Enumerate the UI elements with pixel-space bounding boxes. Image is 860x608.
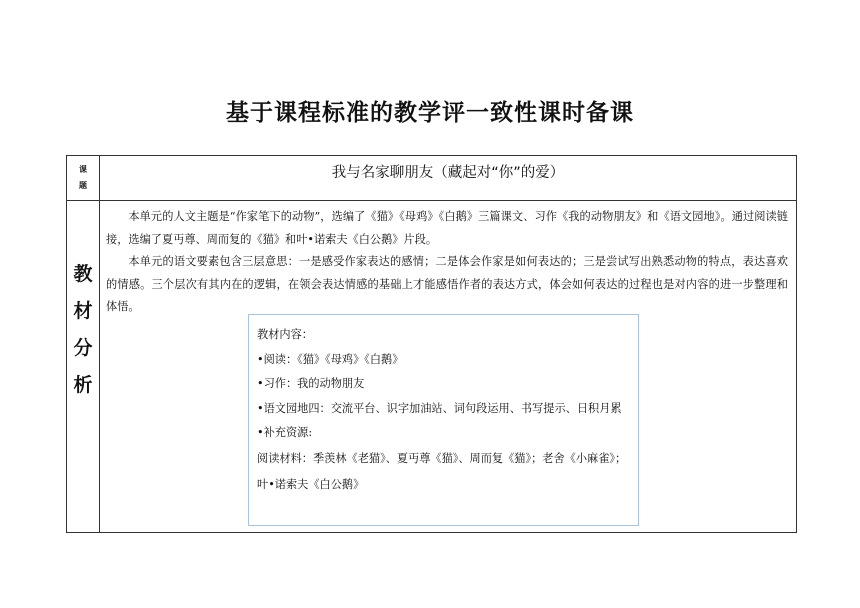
analysis-paragraph-1: 本单元的人文主题是“作家笔下的动物”，选编了《猫》《母鸡》《白鹅》三篇课文、习作《我的动物朋友》和《语文园地》。通过阅读链接，选编了夏丏尊、周而复的《猫》和叶•诺索夫《白公鹅》片段。	[106, 210, 788, 246]
topic-label-char-2: 题	[79, 181, 87, 190]
analysis-label-char-1: 教	[73, 263, 93, 285]
page-title: 基于课程标准的教学评一致性课时备课	[226, 100, 634, 126]
lesson-title: 我与名家聊朋友（藏起对“你”的爱）	[331, 165, 565, 181]
topic-label	[67, 162, 99, 194]
analysis-label-char-3: 分	[73, 337, 93, 359]
lesson-plan-table	[66, 155, 797, 533]
analysis-label-char-4: 析	[73, 374, 93, 396]
analysis-label-char-2: 材	[73, 300, 93, 322]
content-item-reading: •阅读：《猫》《母鸡》《白鹅》	[257, 352, 404, 366]
topic-label-char-1: 课	[79, 165, 87, 174]
column-divider	[99, 156, 100, 532]
analysis-body	[106, 206, 788, 319]
row-divider	[67, 200, 796, 201]
content-item-garden: •语文园地四：交流平台、识字加油站、词句段运用、书写提示、日积月累	[257, 401, 622, 415]
textbook-analysis-label	[67, 256, 99, 404]
content-item-writing: •习作：我的动物朋友	[257, 377, 365, 390]
textbook-content-box	[248, 314, 639, 526]
content-heading: 教材内容：	[257, 328, 313, 341]
supplement-materials: 阅读材料：季羡林《老猫》、夏丏尊《猫》、周而复《猫》；老舍《小麻雀》；叶•诺索夫《白公鹅》	[257, 451, 627, 491]
analysis-paragraph-2: 本单元的语文要素包含三层意思：一是感受作家表达的感情；二是体会作家是如何表达的；三是尝试写出熟悉动物的特点，表达喜欢的情感。三个层次有其内在的逻辑，在领会表达情感的基础上才能感悟作者的表达方式，体会如何表达的过程也是对内容的进一步整理和体悟。	[106, 255, 788, 313]
content-item-supplement: •补充资源:	[257, 426, 313, 439]
